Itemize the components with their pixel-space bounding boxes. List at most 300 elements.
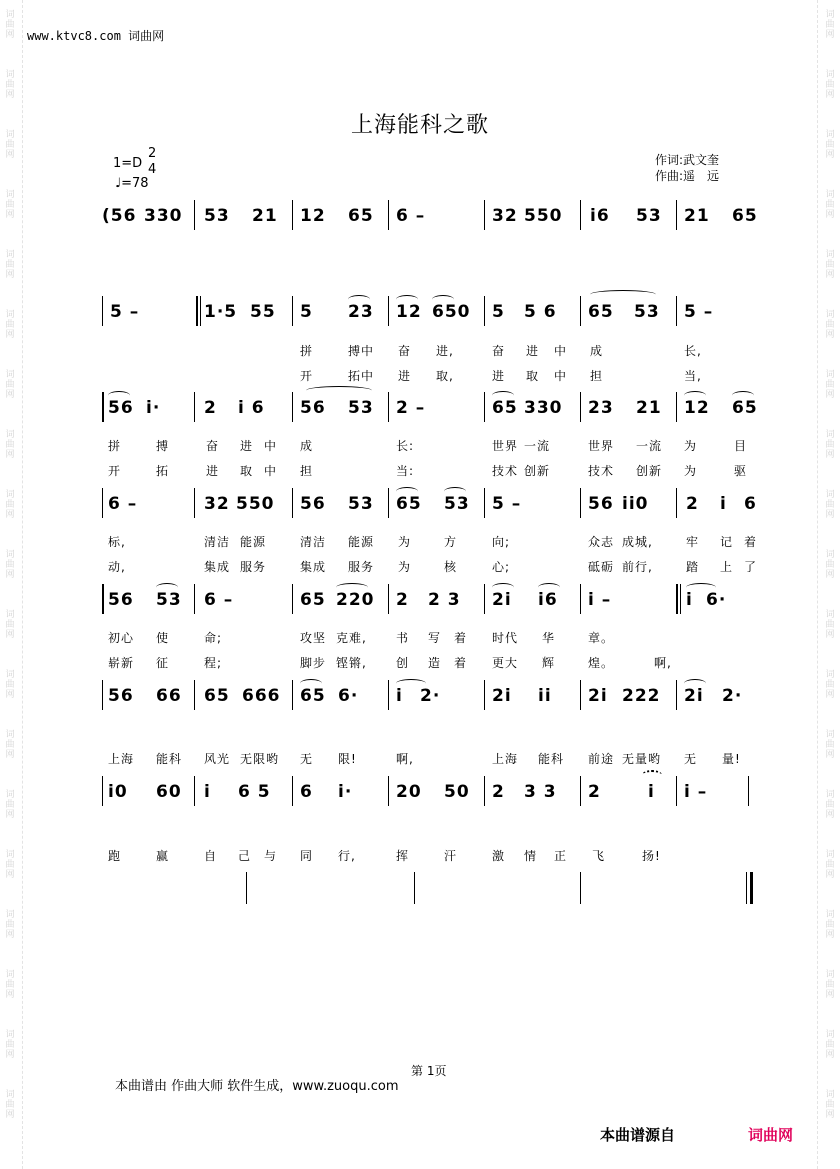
note-group: i· xyxy=(338,782,353,802)
lyric-syllable: 汗 xyxy=(444,849,458,863)
note-group: 6 5 xyxy=(238,782,271,802)
lyric-syllable: 能源 xyxy=(348,535,375,549)
note-group: 53 xyxy=(634,302,660,322)
slur-mark xyxy=(396,487,418,496)
note-group: i0 xyxy=(108,782,128,802)
bar-line xyxy=(292,296,293,326)
lyric-syllable: 世界 xyxy=(588,439,615,453)
bar-line xyxy=(194,392,195,422)
note-group: 56 xyxy=(108,398,134,418)
lyric-syllable: 搏中 xyxy=(348,344,375,358)
note-group: 56 xyxy=(108,590,134,610)
lyric-syllable: 长, xyxy=(684,344,702,358)
note-group: 5 – xyxy=(110,302,140,322)
lyric-syllable: 书 xyxy=(396,631,410,645)
lyric-syllable: 无 xyxy=(684,752,698,766)
watermark-text: 词 曲 网 xyxy=(825,670,835,700)
repeat-bar-line xyxy=(676,584,678,614)
slur-mark xyxy=(492,583,514,592)
note-group: 23 xyxy=(588,398,614,418)
final-bar-line xyxy=(750,872,753,904)
slur-mark xyxy=(300,679,322,688)
watermark-text: 词 曲 网 xyxy=(825,790,835,820)
bar-line xyxy=(194,200,195,230)
note-group: 53 xyxy=(636,206,662,226)
note-group: 21 xyxy=(636,398,662,418)
note-group: 65 xyxy=(300,686,326,706)
bar-line xyxy=(676,392,677,422)
watermark-text: 词 曲 网 xyxy=(5,550,15,580)
note-group: 55 xyxy=(250,302,276,322)
lyric-syllable: 拓中 xyxy=(348,369,375,383)
bar-line xyxy=(484,200,485,230)
note-group: 56 xyxy=(108,686,134,706)
tempo-marking xyxy=(115,176,149,191)
note-group: 2 xyxy=(686,494,699,514)
bar-line xyxy=(388,296,389,326)
lyric-syllable: 进, xyxy=(436,344,454,358)
note-group: 12 xyxy=(684,398,710,418)
note-group: 2i xyxy=(588,686,608,706)
note-group: i – xyxy=(588,590,612,610)
slur-mark xyxy=(492,391,514,400)
watermark-text: 词 曲 网 xyxy=(825,310,835,340)
note-group: 5 – xyxy=(684,302,714,322)
slur-mark xyxy=(590,290,656,299)
lyric-syllable: 当: xyxy=(396,464,415,478)
note-group: i xyxy=(648,782,655,802)
lyric-syllable: 飞 xyxy=(592,849,606,863)
lyric-syllable: 征 xyxy=(156,656,170,670)
note-group: 21 xyxy=(684,206,710,226)
key-signature: 1=D xyxy=(113,156,143,171)
note-group: 6 xyxy=(300,782,313,802)
note-group: 222 xyxy=(622,686,661,706)
lyric-syllable: 进 xyxy=(206,464,220,478)
bar-line xyxy=(292,200,293,230)
lyric-syllable: 上海 xyxy=(108,752,135,766)
lyric-line xyxy=(102,629,762,645)
bar-line xyxy=(484,680,485,710)
lyric-syllable: 章。 xyxy=(588,631,615,645)
bar-line xyxy=(200,296,201,326)
note-group: 53 xyxy=(348,494,374,514)
quarter-note-icon: ♩ xyxy=(115,176,122,191)
lyric-syllable: 当, xyxy=(684,369,702,383)
note-group: 3 3 xyxy=(524,782,557,802)
bar-line xyxy=(484,584,485,614)
score-line-1 xyxy=(102,206,762,228)
slur-mark xyxy=(684,391,706,400)
trill-mark xyxy=(642,770,662,780)
lyric-syllable: 技术 xyxy=(588,464,615,478)
note-group: 550 xyxy=(524,206,563,226)
lyric-syllable: 为 xyxy=(684,439,698,453)
lyric-syllable: 命; xyxy=(204,631,223,645)
lyric-line xyxy=(102,558,762,574)
slur-mark xyxy=(306,386,372,395)
watermark-text: 词 曲 网 xyxy=(825,850,835,880)
note-group: 2 xyxy=(588,782,601,802)
note-group: 12 xyxy=(396,302,422,322)
lyric-syllable: 开 xyxy=(108,464,122,478)
lyric-syllable: 创新 xyxy=(524,464,551,478)
slur-mark xyxy=(684,679,706,688)
empty-measures xyxy=(102,872,762,894)
watermark-text: 词 曲 网 xyxy=(5,1090,15,1120)
note-group: i xyxy=(720,494,727,514)
watermark-text: 词 曲 网 xyxy=(5,850,15,880)
note-group: 21 xyxy=(252,206,278,226)
lyric-syllable: 扬! xyxy=(642,849,661,863)
lyric-line xyxy=(102,654,762,670)
lyric-syllable: 驱 xyxy=(734,464,748,478)
bar-line xyxy=(676,296,677,326)
note-group: 12 xyxy=(300,206,326,226)
lyric-syllable: 牢 xyxy=(686,535,700,549)
bar-line xyxy=(580,872,581,904)
lyric-syllable: 技术 xyxy=(492,464,519,478)
lyric-syllable: 脚步 xyxy=(300,656,327,670)
note-group: 53 xyxy=(156,590,182,610)
note-group: 2i xyxy=(492,590,512,610)
lyric-syllable: 造 xyxy=(428,656,442,670)
lyric-syllable: 成城, xyxy=(622,535,653,549)
repeat-bar-line xyxy=(102,392,104,422)
note-group: 50 xyxy=(444,782,470,802)
bar-line xyxy=(102,488,103,518)
right-watermark-strip xyxy=(817,0,840,1169)
slur-mark xyxy=(348,295,370,304)
lyric-syllable: 中 xyxy=(554,369,568,383)
note-group: 32 xyxy=(492,206,518,226)
lyric-syllable: 服务 xyxy=(348,560,375,574)
score-line-5 xyxy=(102,590,762,612)
lyric-syllable: 能源 xyxy=(240,535,267,549)
time-signature-bottom: 4 xyxy=(148,162,157,177)
lyric-syllable: 清洁 xyxy=(300,535,327,549)
bar-line xyxy=(680,584,681,614)
note-group: 65 xyxy=(348,206,374,226)
lyric-syllable: 自 xyxy=(204,849,218,863)
lyric-syllable: 煌。 xyxy=(588,656,615,670)
lyric-syllable: 时代 xyxy=(492,631,519,645)
note-group: i6 xyxy=(590,206,610,226)
note-group: 2 xyxy=(492,782,505,802)
left-watermark-strip xyxy=(0,0,23,1169)
lyric-syllable: 前途 xyxy=(588,752,615,766)
bar-line xyxy=(414,872,415,904)
lyric-syllable: 世界 xyxy=(492,439,519,453)
lyric-syllable: 中 xyxy=(264,439,278,453)
note-group: 2 xyxy=(396,590,409,610)
lyric-syllable: 取 xyxy=(526,369,540,383)
note-group: 330 xyxy=(524,398,563,418)
lyric-syllable: 克难, xyxy=(336,631,367,645)
note-group: 65 xyxy=(396,494,422,514)
bar-line xyxy=(676,200,677,230)
lyric-syllable: 取 xyxy=(240,464,254,478)
watermark-text: 词 曲 网 xyxy=(825,730,835,760)
lyric-syllable: 挥 xyxy=(396,849,410,863)
watermark-text: 词 曲 网 xyxy=(5,970,15,1000)
lyric-line xyxy=(102,750,762,766)
bar-line xyxy=(580,200,581,230)
lyric-syllable: 踏 xyxy=(686,560,700,574)
lyric-syllable: 初心 xyxy=(108,631,135,645)
lyric-syllable: 上海 xyxy=(492,752,519,766)
bar-line xyxy=(580,296,581,326)
note-group: 65 xyxy=(492,398,518,418)
slur-mark xyxy=(444,487,466,496)
lyric-syllable: 核 xyxy=(444,560,458,574)
note-group: ii0 xyxy=(622,494,649,514)
lyric-line xyxy=(102,462,762,478)
lyric-syllable: 啊, xyxy=(396,752,414,766)
lyric-syllable: 为 xyxy=(684,464,698,478)
watermark-text: 词 曲 网 xyxy=(825,370,835,400)
note-group: 20 xyxy=(396,782,422,802)
bar-line xyxy=(484,392,485,422)
score-line-6 xyxy=(102,686,762,708)
bar-line xyxy=(676,776,677,806)
note-group: 56 xyxy=(300,398,326,418)
note-group: 2 3 xyxy=(428,590,461,610)
watermark-text: 词 曲 网 xyxy=(825,1090,835,1120)
bar-line xyxy=(580,776,581,806)
page-number: 第 1页 xyxy=(411,1064,447,1078)
watermark-text: 词 曲 网 xyxy=(825,970,835,1000)
note-group: 2i xyxy=(684,686,704,706)
lyricist: 作词:武文奎 xyxy=(655,153,720,167)
note-group: 6· xyxy=(706,590,727,610)
lyric-syllable: 成 xyxy=(590,344,604,358)
bar-line xyxy=(292,584,293,614)
lyric-syllable: 无限哟 xyxy=(240,752,280,766)
lyric-syllable: 拼 xyxy=(300,344,314,358)
lyric-syllable: 奋 xyxy=(398,344,412,358)
note-group: ii xyxy=(538,686,552,706)
note-group: 5 xyxy=(300,302,313,322)
watermark-text: 词 曲 网 xyxy=(825,130,835,160)
note-group: 666 xyxy=(242,686,281,706)
song-title: 上海能科之歌 xyxy=(350,113,489,138)
watermark-text: 词 曲 网 xyxy=(825,550,835,580)
watermark-text: 词 曲 网 xyxy=(5,10,15,40)
watermark-text: 词 曲 网 xyxy=(5,730,15,760)
lyric-line xyxy=(102,847,762,863)
bar-line xyxy=(194,584,195,614)
lyric-syllable: 崭新 xyxy=(108,656,135,670)
bar-line xyxy=(292,488,293,518)
lyric-syllable: 奋 xyxy=(206,439,220,453)
lyric-syllable: 更大 xyxy=(492,656,519,670)
note-group: 2· xyxy=(420,686,441,706)
lyric-syllable: 为 xyxy=(398,535,412,549)
note-group: 6 – xyxy=(396,206,426,226)
note-group: i xyxy=(686,590,693,610)
bar-line xyxy=(292,680,293,710)
lyric-syllable: 使 xyxy=(156,631,170,645)
lyric-syllable: 中 xyxy=(264,464,278,478)
lyric-syllable: 心; xyxy=(492,560,511,574)
lyric-syllable: 着 xyxy=(454,656,468,670)
lyric-syllable: 目 xyxy=(734,439,748,453)
bar-line xyxy=(580,584,581,614)
lyric-syllable: 铿锵, xyxy=(336,656,367,670)
slur-mark xyxy=(336,583,368,592)
time-signature xyxy=(148,146,156,178)
slur-mark xyxy=(396,679,426,688)
lyric-syllable: 与 xyxy=(264,849,278,863)
note-group: 5 xyxy=(492,302,505,322)
lyric-syllable: 众志 xyxy=(588,535,615,549)
note-group: 53 xyxy=(444,494,470,514)
note-group: 6 – xyxy=(108,494,138,514)
watermark-text: 词 曲 网 xyxy=(5,610,15,640)
bar-line xyxy=(580,488,581,518)
lyric-line xyxy=(102,367,762,383)
bar-line xyxy=(388,680,389,710)
lyric-syllable: 辉 xyxy=(542,656,556,670)
bar-line xyxy=(388,488,389,518)
lyric-syllable: 担 xyxy=(300,464,314,478)
lyric-syllable: 进 xyxy=(398,369,412,383)
tempo-value: =78 xyxy=(121,176,149,191)
lyric-syllable: 着 xyxy=(744,535,758,549)
lyric-syllable: 一流 xyxy=(524,439,551,453)
bar-line xyxy=(388,392,389,422)
watermark-text: 词 曲 网 xyxy=(5,70,15,100)
note-group: 550 xyxy=(236,494,275,514)
note-group: 60 xyxy=(156,782,182,802)
slur-mark xyxy=(686,583,716,592)
lyric-syllable: 写 xyxy=(428,631,442,645)
lyric-syllable: 能科 xyxy=(538,752,565,766)
bar-line xyxy=(388,584,389,614)
note-group: 65 xyxy=(588,302,614,322)
note-group: 2· xyxy=(722,686,743,706)
lyric-syllable: 向; xyxy=(492,535,511,549)
lyric-syllable: 进 xyxy=(526,344,540,358)
generator-note: 本曲谱由 作曲大师 软件生成，www.zuoqu.com xyxy=(115,1079,399,1094)
lyric-syllable: 进 xyxy=(240,439,254,453)
slur-mark xyxy=(538,583,560,592)
lyric-syllable: 进 xyxy=(492,369,506,383)
watermark-text: 词 曲 网 xyxy=(5,670,15,700)
score-line-4 xyxy=(102,494,762,516)
lyric-syllable: 量! xyxy=(722,752,741,766)
lyric-line xyxy=(102,342,762,358)
bar-line xyxy=(194,776,195,806)
bar-line xyxy=(102,296,103,326)
note-group: 56 xyxy=(588,494,614,514)
watermark-text: 词 曲 网 xyxy=(5,130,15,160)
lyric-syllable: 无 xyxy=(300,752,314,766)
bar-line xyxy=(746,872,747,904)
slur-mark xyxy=(108,391,130,400)
lyric-line xyxy=(102,437,762,453)
lyric-syllable: 奋 xyxy=(492,344,506,358)
note-group: 650 xyxy=(432,302,471,322)
note-group: 2 xyxy=(204,398,217,418)
bar-line xyxy=(292,776,293,806)
watermark-text: 词 曲 网 xyxy=(825,490,835,520)
lyric-line xyxy=(102,533,762,549)
bar-line xyxy=(102,680,103,710)
note-group: 65 xyxy=(300,590,326,610)
lyric-syllable: 成 xyxy=(300,439,314,453)
note-group: i6 xyxy=(538,590,558,610)
lyric-syllable: 同 xyxy=(300,849,314,863)
lyric-syllable: 方 xyxy=(444,535,458,549)
lyric-syllable: 赢 xyxy=(156,849,170,863)
lyric-syllable: 前行, xyxy=(622,560,653,574)
lyric-syllable: 清洁 xyxy=(204,535,231,549)
lyric-syllable: 风光 xyxy=(204,752,231,766)
note-group: 6· xyxy=(338,686,359,706)
watermark-text: 词 曲 网 xyxy=(5,190,15,220)
lyric-syllable: 砥砺 xyxy=(588,560,615,574)
note-group: i xyxy=(204,782,211,802)
lyric-syllable: 取, xyxy=(436,369,454,383)
note-group: 53 xyxy=(348,398,374,418)
watermark-text: 词 曲 网 xyxy=(5,250,15,280)
bar-line xyxy=(484,488,485,518)
note-group: i 6 xyxy=(238,398,265,418)
source-brand-link[interactable]: 词曲网 xyxy=(748,1126,794,1144)
slur-mark xyxy=(732,391,754,400)
bar-line xyxy=(388,776,389,806)
watermark-text: 词 曲 网 xyxy=(5,490,15,520)
score-line-2 xyxy=(102,302,762,324)
lyric-syllable: 标, xyxy=(108,535,126,549)
bar-line xyxy=(676,488,677,518)
note-group: 65 xyxy=(204,686,230,706)
lyric-syllable: 程; xyxy=(204,656,223,670)
lyric-syllable: 记 xyxy=(720,535,734,549)
note-group: 1·5 xyxy=(204,302,238,322)
note-group: 2i xyxy=(492,686,512,706)
watermark-text: 词 曲 网 xyxy=(5,790,15,820)
lyric-syllable: 了 xyxy=(744,560,758,574)
slur-mark xyxy=(156,583,178,592)
credits xyxy=(655,152,719,184)
watermark-text: 词 曲 网 xyxy=(825,910,835,940)
score-line-3 xyxy=(102,398,762,420)
bar-line xyxy=(194,488,195,518)
score-line-7 xyxy=(102,782,762,804)
time-signature-top: 2 xyxy=(148,146,157,161)
note-group: 66 xyxy=(156,686,182,706)
watermark-text: 词 曲 网 xyxy=(5,370,15,400)
note-group: 65 xyxy=(732,206,758,226)
note-group: 5 6 xyxy=(524,302,557,322)
lyric-syllable: 搏 xyxy=(156,439,170,453)
bar-line xyxy=(676,680,677,710)
lyric-syllable: 啊, xyxy=(654,656,672,670)
slur-mark xyxy=(432,295,454,304)
watermark-text: 词 曲 网 xyxy=(825,610,835,640)
bar-line xyxy=(292,392,293,422)
note-group: 56 xyxy=(300,494,326,514)
watermark-text: 词 曲 网 xyxy=(825,430,835,460)
note-group: (56 xyxy=(102,206,137,226)
lyric-syllable: 集成 xyxy=(204,560,231,574)
lyric-syllable: 创新 xyxy=(636,464,663,478)
watermark-text: 词 曲 网 xyxy=(825,1030,835,1060)
note-group: 330 xyxy=(144,206,183,226)
